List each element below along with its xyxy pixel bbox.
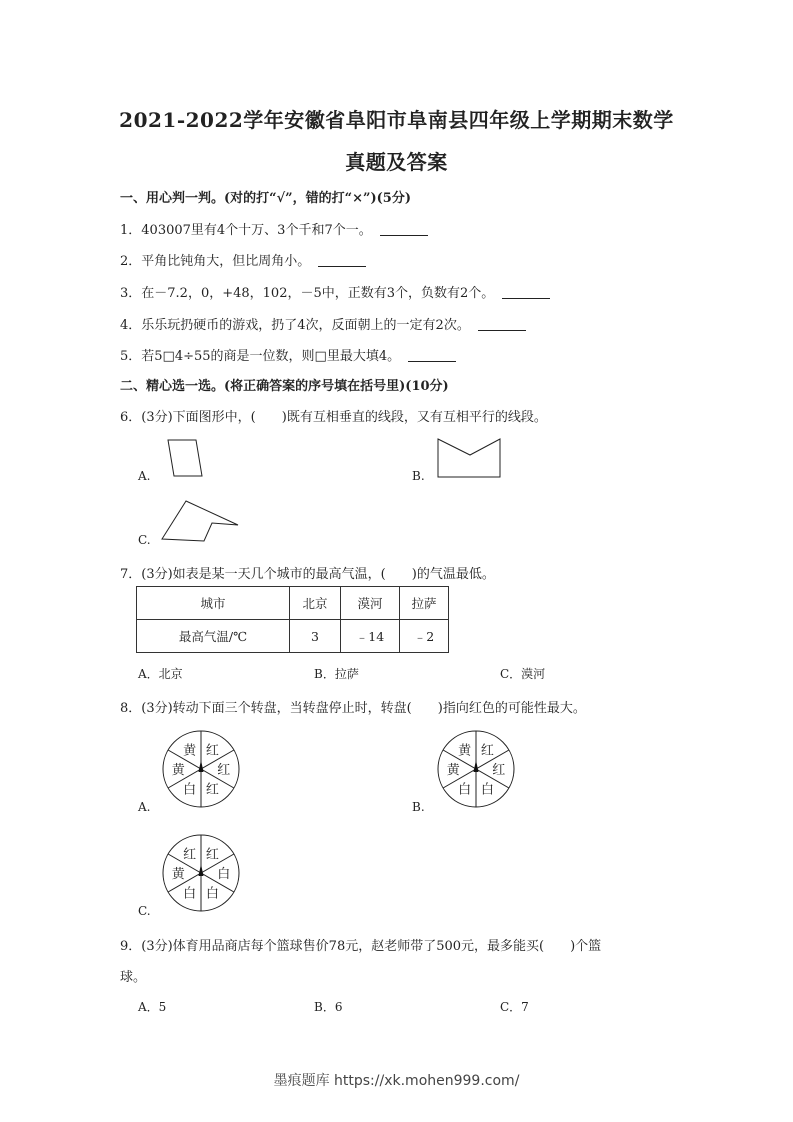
spinner-b bbox=[435, 728, 517, 810]
question-5: 5．若5□4÷55的商是一位数，则□里最大填4。 bbox=[120, 345, 456, 364]
answer-blank[interactable] bbox=[478, 318, 526, 331]
question-8: 8．(3分)转动下面三个转盘，当转盘停止时，转盘( )指向红色的可能性最大。 bbox=[120, 701, 586, 716]
q9-option-b: B．6 bbox=[314, 1000, 343, 1014]
spinner-sector-label: 白 bbox=[183, 886, 197, 902]
spinner-sector-label: 红 bbox=[205, 782, 219, 798]
temperature-table bbox=[136, 586, 449, 653]
spinner-pointer-icon bbox=[199, 760, 204, 772]
spinner-sector-label: 黄 bbox=[183, 743, 197, 759]
q9-option-c: C．7 bbox=[500, 1000, 529, 1014]
question-2: 2．平角比钝角大，但比周角小。 bbox=[120, 250, 366, 269]
question-9-line-1: 9．(3分)体育用品商店每个篮球售价78元，赵老师带了500元，最多能买( )个篮 bbox=[120, 939, 602, 954]
q6-option-b-label: B. bbox=[412, 469, 425, 483]
question-6: 6．(3分)下面图形中，( )既有互相垂直的线段，又有互相平行的线段。 bbox=[120, 410, 547, 425]
q8-option-b-label: B. bbox=[412, 800, 425, 814]
q6-option-a-label: A. bbox=[138, 469, 151, 483]
spinner-sector-label: 红 bbox=[480, 743, 494, 759]
table-header-cell: 漠河 bbox=[341, 587, 400, 620]
spinner-sector-label: 黄 bbox=[171, 763, 185, 778]
footer-watermark: 墨痕题库 https://xk.mohen999.com/ bbox=[273, 1073, 520, 1089]
spinner-sector-label: 白 bbox=[480, 782, 494, 798]
table-cell: 3 bbox=[290, 620, 341, 653]
spinner-sector-label: 黄 bbox=[446, 763, 460, 778]
question-7: 7．(3分)如表是某一天几个城市的最高气温，( )的气温最低。 bbox=[120, 567, 495, 582]
spinner-sector-label: 红 bbox=[217, 763, 231, 778]
spinner-sector-label: 白 bbox=[458, 782, 472, 798]
table-header-cell: 北京 bbox=[290, 587, 341, 620]
table-cell: ﹣2 bbox=[400, 620, 449, 653]
answer-blank[interactable] bbox=[318, 254, 366, 267]
answer-blank[interactable] bbox=[408, 349, 456, 362]
question-9-line-2: 球。 bbox=[120, 970, 147, 985]
q8-option-a-label: A. bbox=[138, 800, 151, 814]
q7-option-b: B．拉萨 bbox=[314, 667, 359, 681]
spinner-sector-label: 红 bbox=[492, 763, 506, 778]
answer-blank[interactable] bbox=[502, 286, 550, 299]
question-1: 1．403007里有4个十万、3个千和7个一。 bbox=[120, 219, 428, 238]
spinner-pointer-icon bbox=[474, 760, 479, 772]
table-cell: ﹣14 bbox=[341, 620, 400, 653]
section-1-heading: 一、用心判一判。(对的打“√”，错的打“×”)(5分) bbox=[120, 191, 411, 206]
spinner-pointer-icon bbox=[199, 864, 204, 876]
spinner-sector-label: 白 bbox=[183, 782, 197, 798]
spinner-sector-label: 白 bbox=[205, 886, 219, 902]
notched-rectangle-figure bbox=[436, 437, 504, 479]
spinner-sector-label: 红 bbox=[183, 847, 197, 863]
q8-option-c-label: C. bbox=[138, 904, 151, 918]
table-row bbox=[137, 587, 449, 620]
spinner-c bbox=[160, 832, 242, 914]
table-header-cell: 城市 bbox=[137, 587, 290, 620]
table-header-cell: 拉萨 bbox=[400, 587, 449, 620]
spinner-a bbox=[160, 728, 242, 810]
spinner-sector-label: 黄 bbox=[458, 743, 472, 759]
concave-polygon-figure bbox=[160, 497, 244, 543]
spinner-sector-label: 黄 bbox=[171, 867, 185, 882]
question-4: 4．乐乐玩扔硬币的游戏，扔了4次，反面朝上的一定有2次。 bbox=[120, 314, 526, 333]
answer-blank[interactable] bbox=[380, 223, 428, 236]
page-title-line-1: 2021-2022学年安徽省阜阳市阜南县四年级上学期期末数学 bbox=[119, 108, 674, 132]
q7-option-a: A．北京 bbox=[138, 667, 183, 681]
spinner-sector-label: 红 bbox=[205, 847, 219, 863]
spinner-sector-label: 红 bbox=[205, 743, 219, 759]
page-title-line-2: 真题及答案 bbox=[345, 150, 448, 174]
q6-option-c-label: C. bbox=[138, 533, 151, 547]
spinner-sector-label: 白 bbox=[217, 867, 231, 882]
table-row bbox=[137, 620, 449, 653]
q7-option-c: C．漠河 bbox=[500, 667, 546, 681]
q9-option-a: A．5 bbox=[138, 1000, 167, 1014]
question-3: 3．在－7.2，0，+48，102，－5中，正数有3个，负数有2个。 bbox=[120, 282, 550, 301]
table-row-label: 最高气温/℃ bbox=[137, 620, 290, 653]
section-2-heading: 二、精心选一选。(将正确答案的序号填在括号里)(10分) bbox=[120, 379, 449, 394]
parallelogram-figure bbox=[160, 438, 206, 480]
